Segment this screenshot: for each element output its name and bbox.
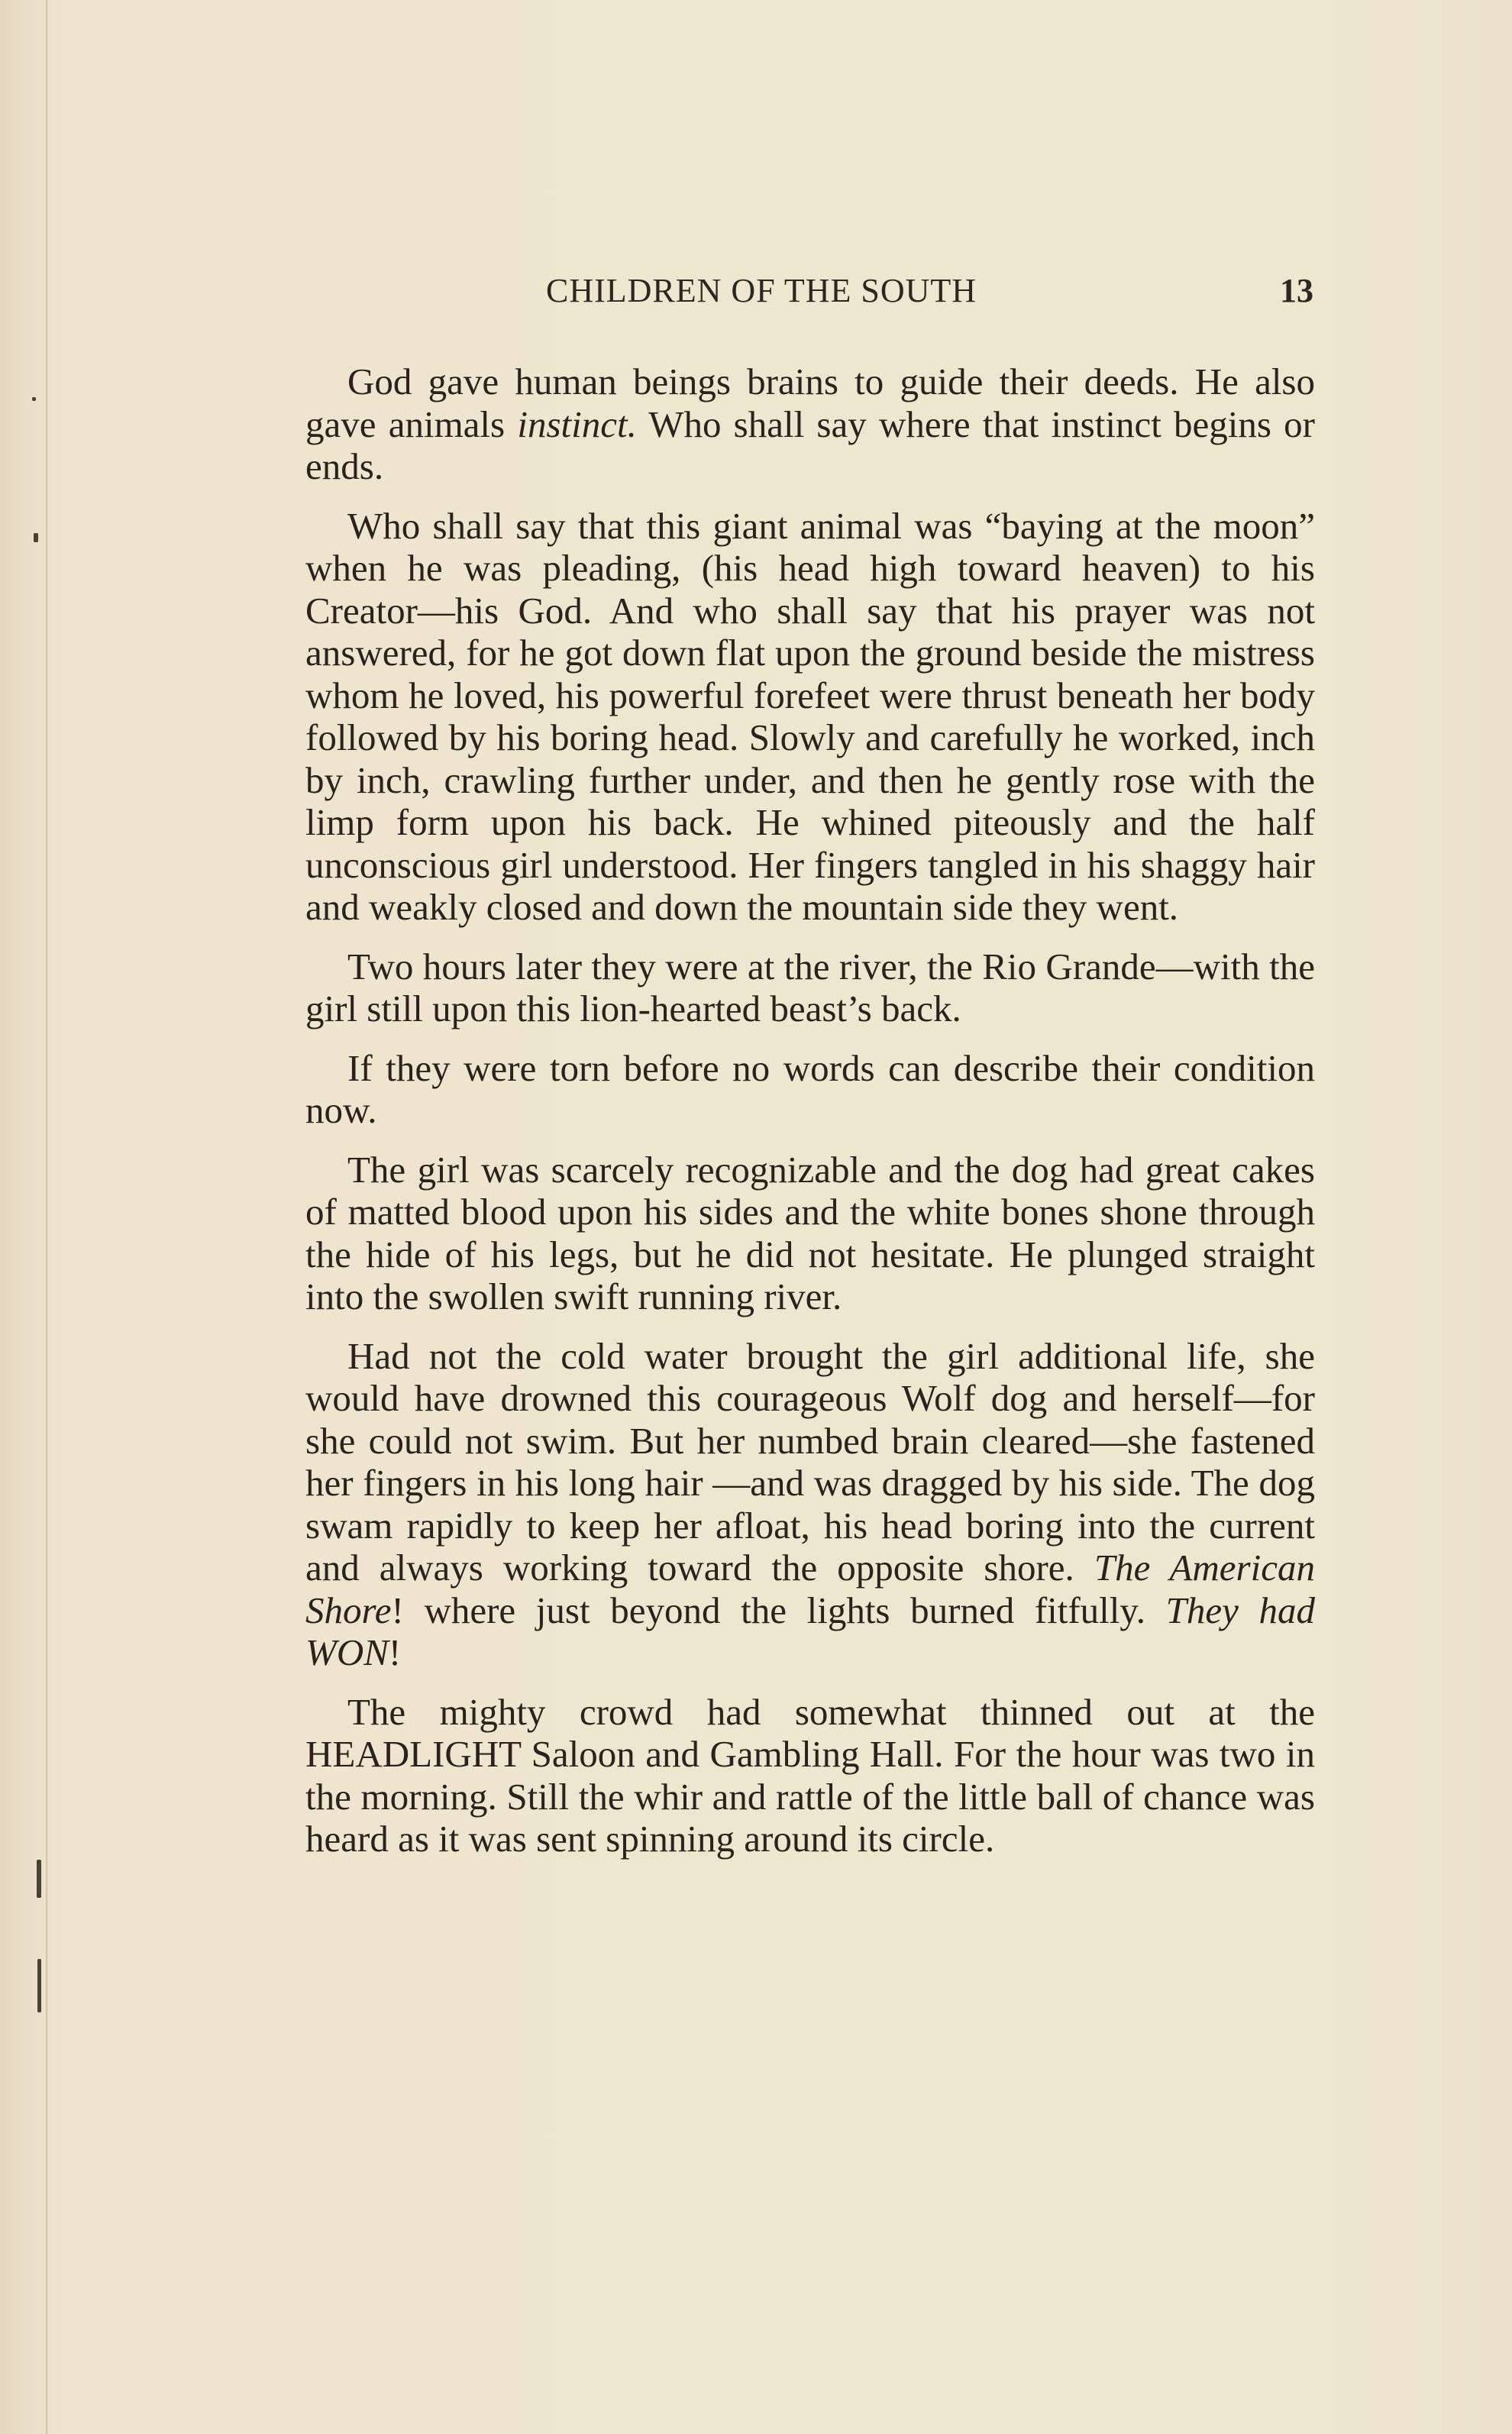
paragraph: The girl was scarcely recognizable and the dog had great cakes of matted blood upon his sides and the white bones shone through the hide of his legs, but he did not hesitate. He plunged straight into the swollen swift running river. (305, 1148, 1315, 1317)
italic-text: They had WON (305, 1589, 1316, 1673)
text-run: Had not the cold water brought the girl additional life, she would have drowned this courageous Wolf dog and herself—for she could not swim. But her numbed brain cleared—she fastened her fingers in his long hair —and was dragged by his side. The dog swam rapidly to keep her afloat, his head boring into the current and always working toward the opposite shore. (305, 1334, 1315, 1589)
binding-gutter (46, 0, 47, 2434)
paragraph: Who shall say that this giant animal was “baying at the moon” when he was pleading, (his head high toward heaven) to his Creator—his God. And who shall say that his prayer was not answered, for he got down flat upon the ground beside the mistress whom he loved, his powerful forefeet were thrust beneath her body followed by his boring head. Slowly and carefully he worked, inch by inch, crawling further under, and then he gently rose with the limp form upon his back. He whined piteously and the half unconscious girl understood. Her fingers tangled in his shaggy hair and weakly closed and down the mountain side they went. (305, 504, 1315, 928)
body-text (305, 360, 1315, 1877)
paragraph: If they were torn before no words can describe their condition now. (305, 1046, 1315, 1131)
text-run: ! (388, 1631, 402, 1673)
paragraph (305, 1335, 1315, 1674)
running-header (305, 271, 1313, 317)
text-run: ! where just beyond the lights burned fitfully. (391, 1589, 1166, 1631)
running-title: CHILDREN OF THE SOUTH (546, 272, 977, 309)
text-run: God gave human beings brains to guide their deeds. He also gave animals (305, 360, 1315, 445)
italic-text: The American Shore (305, 1547, 1315, 1631)
paragraph (305, 360, 1315, 488)
paragraph: The mighty crowd had somewhat thinned out at the HEADLIGHT Saloon and Gambling Hall. For the hour was two in the morning. Still the whir and rattle of the little ball of chance was heard as it was sent spinning around its circle. (305, 1690, 1315, 1860)
margin-mark (32, 397, 36, 401)
margin-mark (34, 533, 38, 542)
page-number: 13 (1280, 272, 1313, 309)
paragraph: Two hours later they were at the river, the Rio Grande—with the girl still upon this lion-hearted beast’s back. (305, 945, 1315, 1030)
text-run: Who shall say where that instinct begins or ends. (305, 402, 1315, 487)
italic-text: instinct. (517, 402, 637, 445)
margin-mark (37, 1959, 41, 2012)
margin-mark (37, 1860, 41, 1898)
